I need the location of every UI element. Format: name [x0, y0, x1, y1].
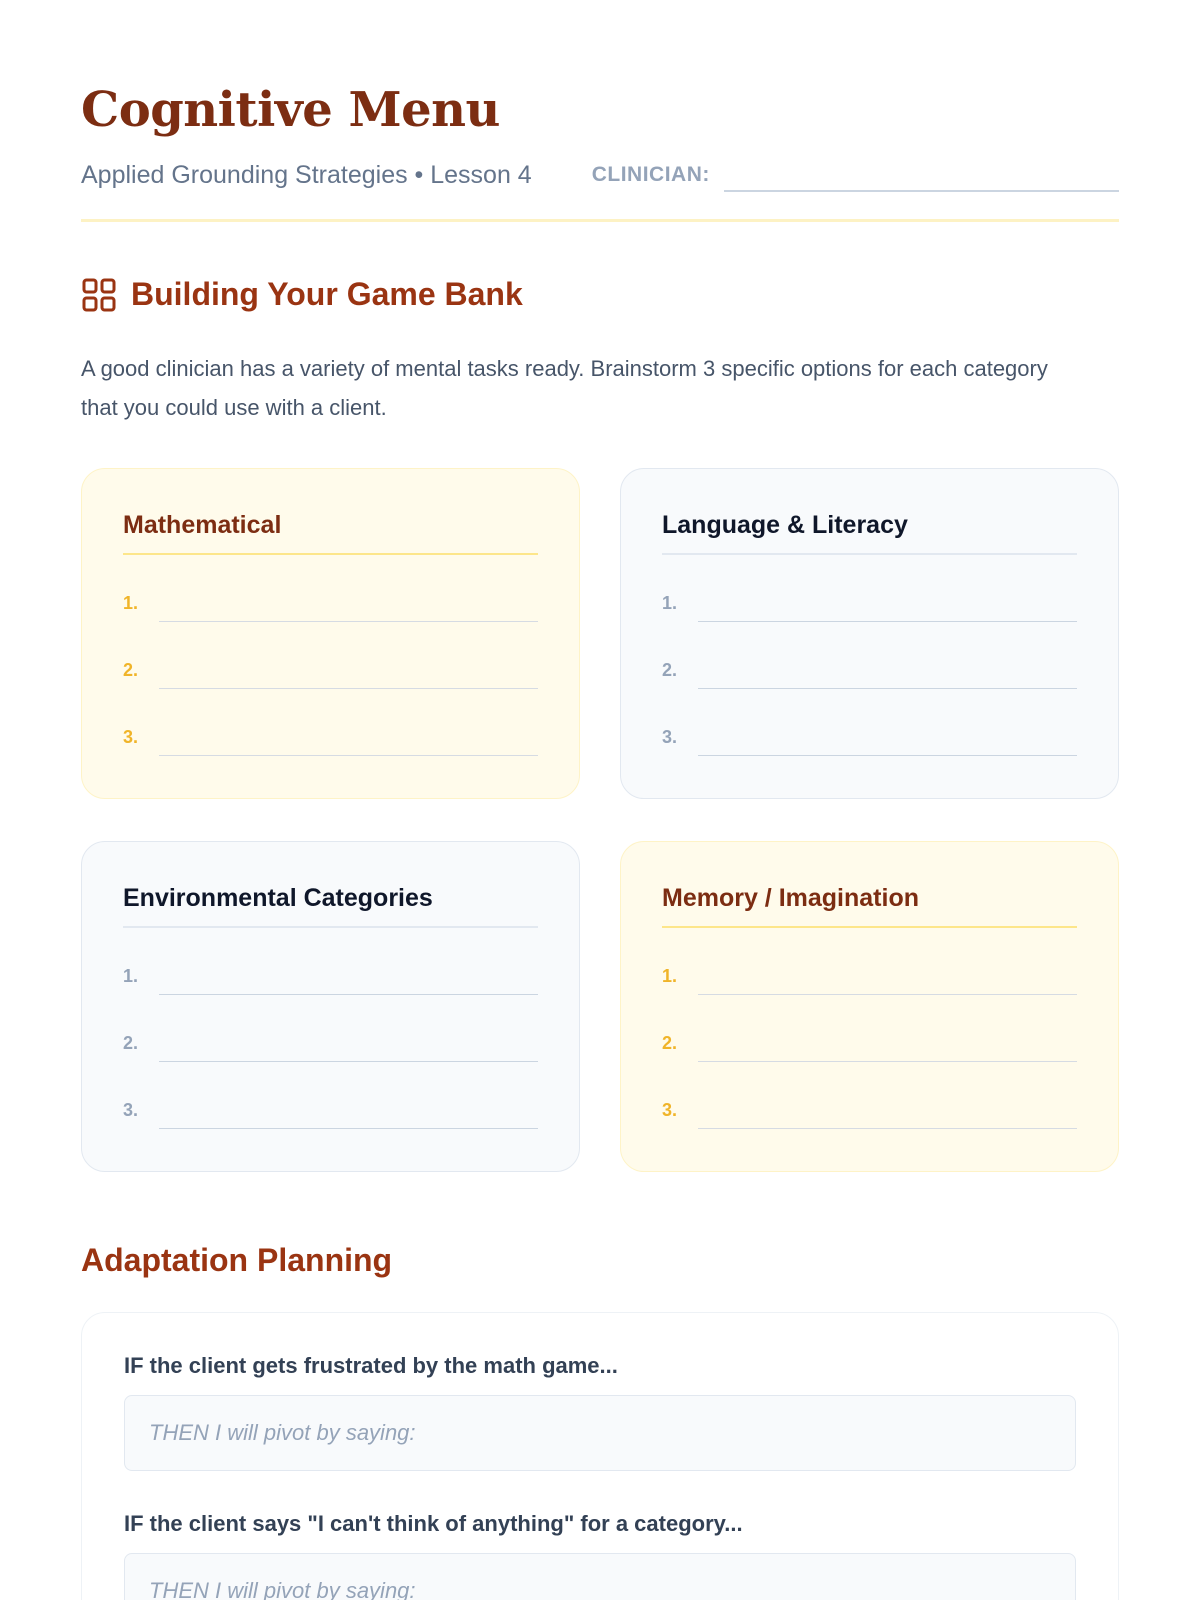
- answer-line[interactable]: [123, 622, 538, 689]
- answer-line[interactable]: [123, 1062, 538, 1129]
- card-title: Mathematical: [123, 509, 538, 555]
- category-card: [620, 841, 1119, 1172]
- item-number: 2.: [662, 1033, 678, 1053]
- write-in-line[interactable]: [698, 1061, 1077, 1062]
- item-number: 3.: [123, 727, 139, 747]
- page-title: Cognitive Menu: [81, 82, 500, 138]
- item-number: 2.: [123, 1033, 139, 1053]
- item-number: 1.: [123, 593, 139, 613]
- write-in-line[interactable]: [698, 994, 1077, 995]
- answer-line[interactable]: [123, 928, 538, 995]
- adaptation-heading: [81, 1242, 392, 1279]
- game-bank-intro: A good clinician has a variety of mental tasks ready. Brainstorm 3 specific options for each category that you could use with a client.: [81, 356, 1048, 420]
- write-in-line[interactable]: [698, 755, 1077, 756]
- clinician-name-field[interactable]: [724, 158, 1119, 192]
- item-number: 3.: [123, 1100, 139, 1120]
- answer-line[interactable]: [662, 689, 1077, 756]
- category-card: [620, 468, 1119, 799]
- then-response-input[interactable]: [124, 1395, 1076, 1471]
- item-number: 1.: [123, 966, 139, 986]
- answer-line[interactable]: [662, 555, 1077, 622]
- game-bank-heading: [81, 276, 523, 313]
- category-card: [81, 841, 580, 1172]
- adaptation-title: Adaptation Planning: [81, 1242, 393, 1278]
- lesson-subtitle: Applied Grounding Strategies • Lesson 4: [81, 160, 532, 189]
- card-title: Memory / Imagination: [662, 882, 1077, 928]
- card-title: Environmental Categories: [123, 882, 538, 928]
- if-condition-label: IF the client gets frustrated by the math game...: [124, 1353, 618, 1378]
- answer-line[interactable]: [662, 1062, 1077, 1129]
- if-then-block: [124, 1511, 1076, 1600]
- answer-line[interactable]: [123, 689, 538, 756]
- item-number: 1.: [662, 966, 678, 986]
- item-number: 3.: [662, 1100, 678, 1120]
- write-in-line[interactable]: [159, 1061, 538, 1062]
- if-condition-label: IF the client says "I can't think of anything" for a category...: [124, 1511, 743, 1536]
- write-in-line[interactable]: [698, 688, 1077, 689]
- write-in-line[interactable]: [159, 1128, 538, 1129]
- clinician-label: CLINICIAN:: [591, 163, 710, 186]
- write-in-line[interactable]: [159, 994, 538, 995]
- category-card: [81, 468, 580, 799]
- answer-line[interactable]: [662, 928, 1077, 995]
- header-divider: [81, 219, 1119, 222]
- item-number: 1.: [662, 593, 678, 613]
- write-in-line[interactable]: [698, 1128, 1077, 1129]
- answer-line[interactable]: [123, 555, 538, 622]
- write-in-line[interactable]: [159, 688, 538, 689]
- write-in-line[interactable]: [159, 755, 538, 756]
- game-bank-title: Building Your Game Bank: [131, 276, 523, 312]
- grid-icon: [81, 277, 117, 313]
- adaptation-panel: [81, 1312, 1119, 1600]
- write-in-line[interactable]: [159, 621, 538, 622]
- answer-line[interactable]: [662, 995, 1077, 1062]
- item-number: 2.: [662, 660, 678, 680]
- item-number: 2.: [123, 660, 139, 680]
- answer-line[interactable]: [662, 622, 1077, 689]
- category-cards: [81, 468, 1119, 1172]
- if-then-block: [124, 1353, 1076, 1471]
- card-title: Language & Literacy: [662, 509, 1077, 555]
- item-number: 3.: [662, 727, 678, 747]
- write-in-line[interactable]: [698, 621, 1077, 622]
- then-response-input[interactable]: [124, 1553, 1076, 1600]
- answer-line[interactable]: [123, 995, 538, 1062]
- header-subtitle-row: [81, 158, 1119, 192]
